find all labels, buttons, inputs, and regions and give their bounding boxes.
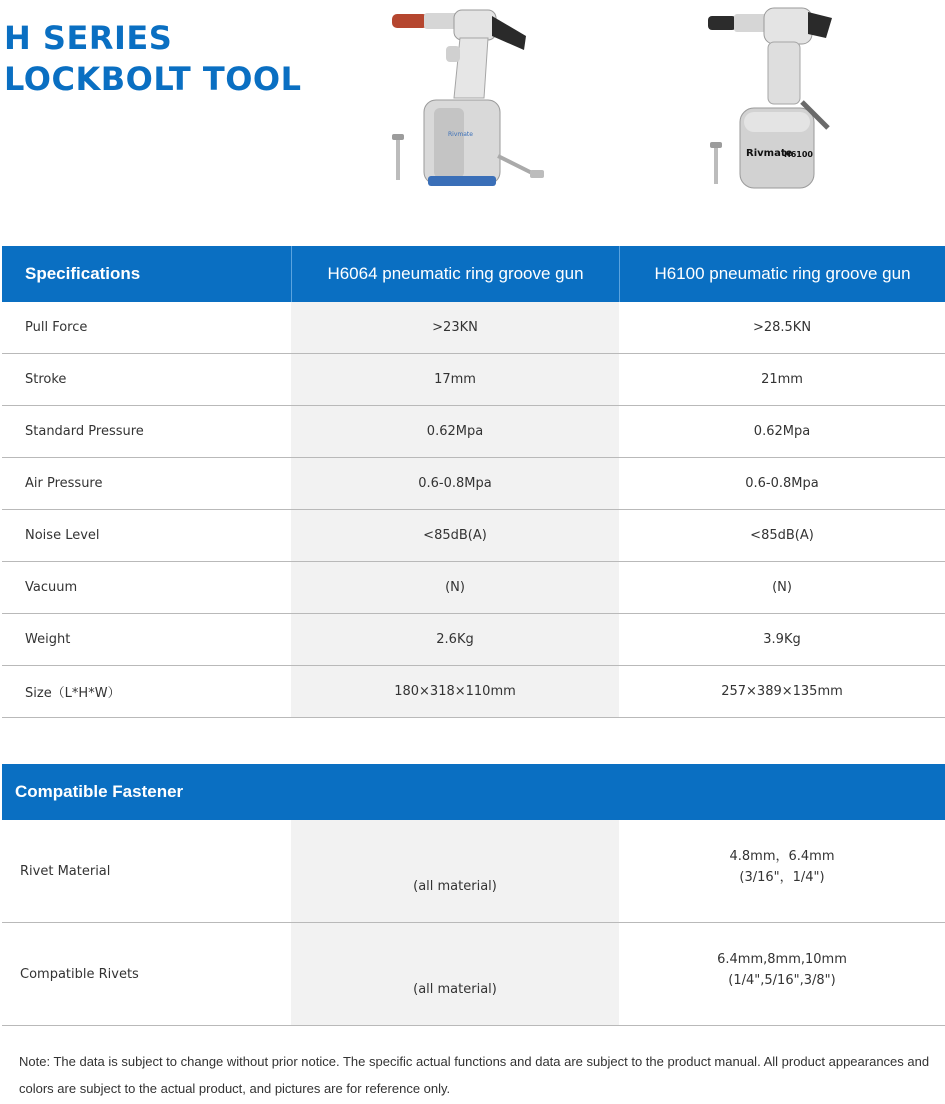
h6100-product-image xyxy=(704,4,844,192)
h6064-value: >23KN xyxy=(291,302,619,353)
table-row xyxy=(2,614,945,666)
page-title xyxy=(4,18,302,100)
h6100-value: 0.6-0.8Mpa xyxy=(745,476,819,491)
title-line-1: H SERIES xyxy=(4,19,173,57)
h6064-brand-label: Rivmate xyxy=(448,131,473,138)
h6064-value: (all material) xyxy=(291,820,619,922)
h6100-value: >28.5KN xyxy=(752,320,812,335)
h6064-value: 17mm xyxy=(291,354,619,405)
h6100-value xyxy=(619,820,945,922)
table-row xyxy=(2,406,945,458)
table-row xyxy=(2,820,945,923)
table-row xyxy=(2,666,945,718)
compatible-fastener-table xyxy=(2,764,945,1026)
table-row xyxy=(2,458,945,510)
h6100-brand-label: Rivmate xyxy=(746,148,793,159)
h6100-value: 0.62Mpa xyxy=(753,424,811,439)
title-line-2: LOCKBOLT TOOL xyxy=(4,60,302,98)
table-row xyxy=(2,354,945,406)
table-row xyxy=(2,510,945,562)
h6100-value: <85dB(A) xyxy=(750,528,814,543)
h6064-value: 180×318×110mm xyxy=(291,666,619,717)
spec-label: Weight xyxy=(25,632,71,647)
h6064-value: 0.62Mpa xyxy=(291,406,619,457)
spec-label: Vacuum xyxy=(25,580,78,595)
specifications-table xyxy=(2,246,945,718)
h6064-value: 0.6-0.8Mpa xyxy=(291,458,619,509)
spec-label: Size（L*H*W） xyxy=(25,686,121,701)
spec-label: Standard Pressure xyxy=(25,424,144,439)
spec-label: Stroke xyxy=(25,372,67,387)
spec-label: Noise Level xyxy=(25,528,100,543)
spec-label: Pull Force xyxy=(25,320,88,335)
fastener-label: Compatible Rivets xyxy=(20,966,139,982)
h6100-value xyxy=(619,923,945,1025)
h6100-value: 3.9Kg xyxy=(763,632,801,647)
specifications-header-row xyxy=(2,246,945,302)
disclaimer-note: Note: The data is subject to change without prior notice. The specific actual functions and data are subject to the product manual. All product appearances and colors are subject to the actual product, and pictures are for reference only. xyxy=(19,1054,930,1096)
table-row xyxy=(2,302,945,354)
h6100-value-line-1: 6.4mm,8mm,10mm xyxy=(717,952,847,967)
specifications-header: Specifications xyxy=(25,264,141,283)
h6064-product-image xyxy=(388,6,548,190)
compatible-fastener-header: Compatible Fastener xyxy=(2,764,945,820)
spec-label: Air Pressure xyxy=(25,476,103,491)
h6100-value: 21mm xyxy=(761,372,803,387)
h6100-value-line-2: (3/16"，1/4") xyxy=(739,870,825,885)
table-row xyxy=(2,562,945,614)
h6100-value-line-2: (1/4",5/16",3/8") xyxy=(728,973,836,988)
h6100-value-line-1: 4.8mm，6.4mm xyxy=(729,849,835,864)
h6064-value: (all material) xyxy=(291,923,619,1025)
h6100-model-label: H6100 xyxy=(784,150,813,159)
h6100-value: (N) xyxy=(772,580,792,595)
fastener-label: Rivet Material xyxy=(20,863,111,879)
h6100-column-header: H6100 pneumatic ring groove gun xyxy=(619,246,945,302)
h6064-value: (N) xyxy=(291,562,619,613)
h6064-column-header: H6064 pneumatic ring groove gun xyxy=(291,246,619,302)
table-row xyxy=(2,923,945,1026)
h6064-value: 2.6Kg xyxy=(291,614,619,665)
h6064-value: <85dB(A) xyxy=(291,510,619,561)
h6100-value: 257×389×135mm xyxy=(721,684,843,699)
